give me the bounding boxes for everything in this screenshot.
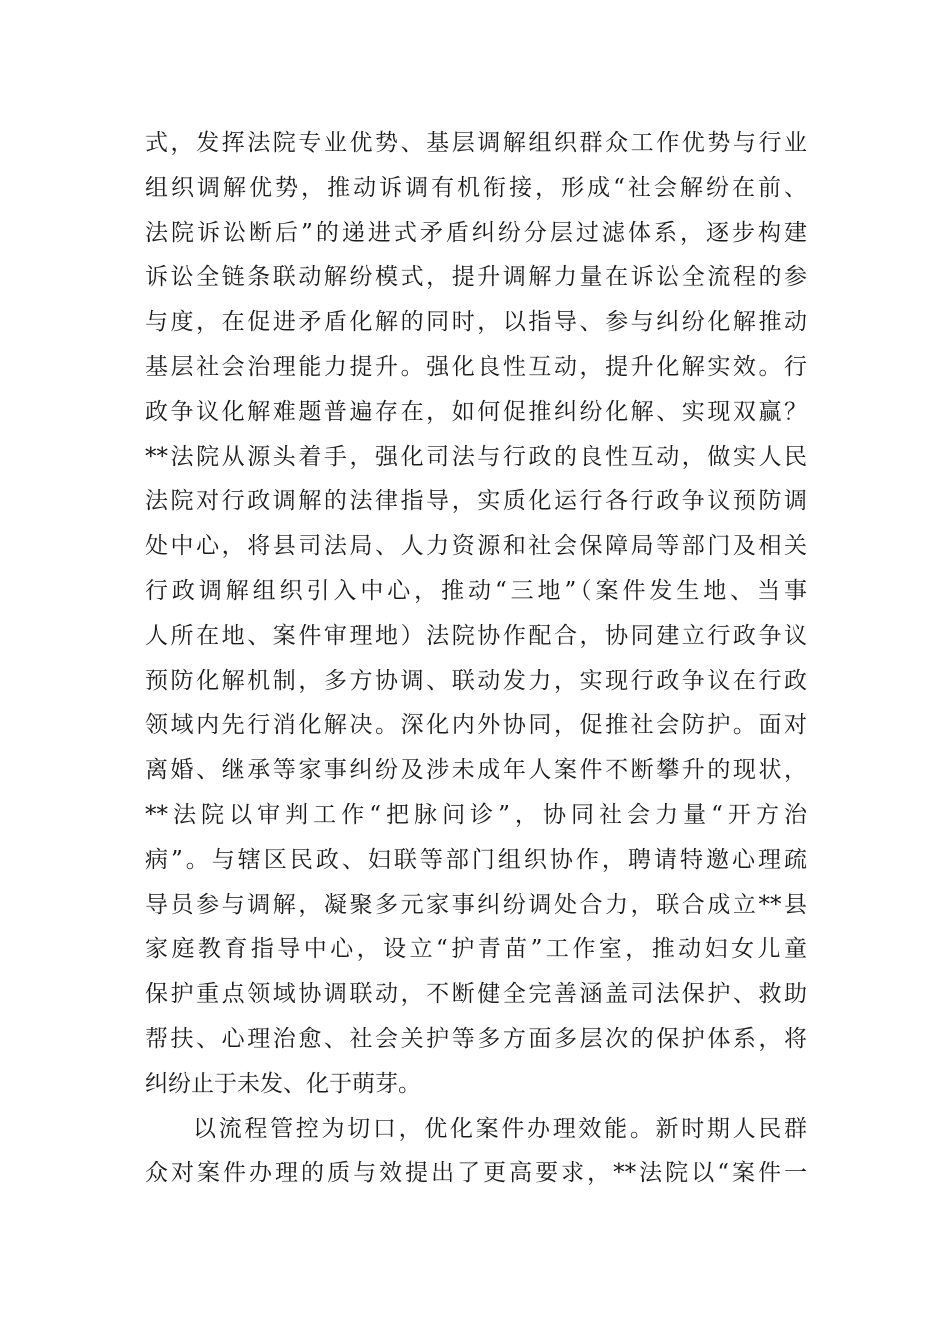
- text-line: 众对案件办理的质与效提出了更高要求，**法院以“案件一: [145, 1160, 807, 1187]
- text-line: **法院以审判工作“把脉问诊”，协同社会力量“开方治: [145, 801, 807, 828]
- text-line: 病”。与辖区民政、妇联等部门组织协作，聘请特邀心理疏: [145, 846, 807, 873]
- text-line: 与度，在促进矛盾化解的同时，以指导、参与纠纷化解推动: [145, 309, 807, 336]
- text-line: 基层社会治理能力提升。强化良性互动，提升化解实效。行: [145, 353, 807, 380]
- text-line: 以流程管控为切口，优化案件办理效能。新时期人民群: [193, 1115, 807, 1142]
- text-line: 法院诉讼断后”的递进式矛盾纠纷分层过滤体系，逐步构建: [145, 219, 807, 246]
- text-line: 导员参与调解，凝聚多元家事纠纷调处合力，联合成立**县: [145, 891, 807, 918]
- text-line: 诉讼全链条联动解纷模式，提升调解力量在诉讼全流程的参: [145, 264, 807, 291]
- text-line: 式，发挥法院专业优势、基层调解组织群众工作优势与行业: [145, 130, 807, 156]
- text-line: 预防化解机制，多方协调、联动发力，实现行政争议在行政: [145, 667, 807, 694]
- text-line: 行政调解组织引入中心，推动“三地”（案件发生地、当事: [145, 577, 807, 604]
- text-line: 家庭教育指导中心，设立“护青苗”工作室，推动妇女儿童: [145, 936, 807, 963]
- text-line: 组织调解优势，推动诉调有机衔接，形成“社会解纷在前、: [145, 174, 807, 201]
- text-line: 政争议化解难题普遍存在，如何促推纠纷化解、实现双赢？: [145, 398, 807, 425]
- text-line: 离婚、继承等家事纠纷及涉未成年人案件不断攀升的现状，: [145, 757, 807, 784]
- text-line: **法院从源头着手，强化司法与行政的良性互动，做实人民: [145, 443, 807, 470]
- text-line: 帮扶、心理治愈、社会关护等多方面多层次的保护体系，将: [145, 1025, 807, 1052]
- text-line: 法院对行政调解的法律指导，实质化运行各行政争议预防调: [145, 488, 807, 515]
- text-line: 保护重点领域协调联动，不断健全完善涵盖司法保护、救助: [145, 981, 807, 1008]
- document-body: [145, 121, 807, 1196]
- text-line: 领域内先行消化解决。深化内外协同，促推社会防护。面对: [145, 712, 807, 739]
- text-line: 纠纷止于未发、化于萌芽。: [145, 1070, 421, 1097]
- text-line: 人所在地、案件审理地）法院协作配合，协同建立行政争议: [145, 622, 807, 649]
- text-line: 处中心，将县司法局、人力资源和社会保障局等部门及相关: [145, 533, 807, 560]
